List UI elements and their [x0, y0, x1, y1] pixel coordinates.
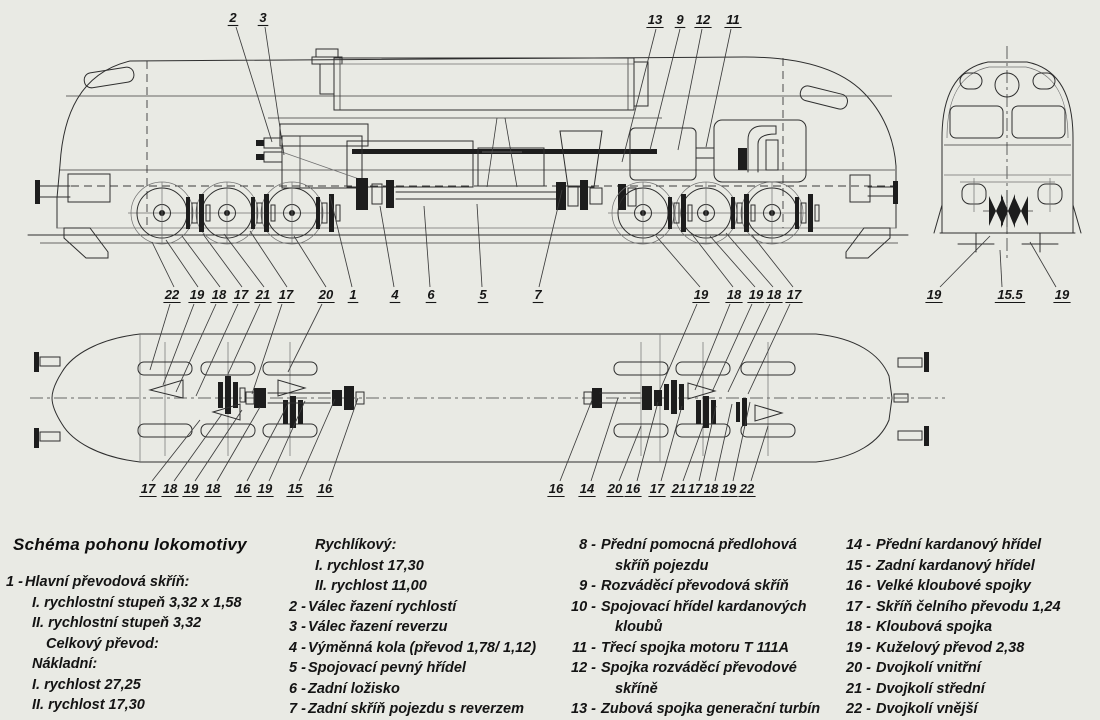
legend-item-text: Výměnná kola (převod 1,78/ 1,12)	[308, 639, 537, 656]
callout-number: 20	[607, 481, 623, 496]
callout-number: 18	[726, 287, 742, 302]
side-view	[28, 49, 908, 258]
exhaust-stack	[312, 49, 342, 94]
callout-leader-line	[424, 206, 430, 287]
callout-leader-line	[152, 242, 174, 287]
legend-line	[843, 679, 1061, 700]
legend-item-text: Kuželový převod 2,38	[876, 639, 1025, 656]
legend-item-number: 6 -	[289, 680, 306, 697]
callout-leader-line	[150, 304, 170, 370]
drive-shaft	[356, 178, 636, 210]
legend-line	[843, 617, 1061, 638]
callout-number: 9	[676, 12, 684, 27]
legend-item-text: Nákladní:	[32, 656, 98, 672]
callout-number: 18	[703, 481, 719, 496]
legend-item-text: Spojovací hřídel kardanových	[601, 598, 807, 615]
legend-line	[6, 572, 242, 593]
callout-number: 19	[748, 287, 764, 302]
legend-line	[6, 654, 242, 675]
callout-number: 14	[579, 481, 595, 496]
callout-leader-line	[299, 399, 335, 481]
legend-line	[289, 535, 536, 556]
legend-item-number: 16 -	[846, 578, 871, 594]
legend-column-3	[568, 535, 820, 720]
callout-leader-line	[380, 206, 394, 287]
legend-item-text: Velké kloubové spojky	[876, 578, 1031, 594]
legend-item-text: Válec řazení reverzu	[308, 619, 448, 635]
callout-number: 16	[625, 481, 641, 496]
gear-cluster	[983, 190, 1033, 232]
legend-line	[843, 638, 1061, 659]
legend-item-text: Zubová spojka generační turbín	[601, 701, 821, 717]
callout-number: 21	[255, 287, 271, 302]
legend-line	[568, 679, 820, 700]
callout-number: 16	[548, 481, 564, 496]
callout-leader-line	[728, 304, 770, 392]
callout-leader-line	[203, 234, 242, 287]
legend-title: Schéma pohonu lokomotivy	[13, 535, 247, 554]
callout-leader-line	[678, 29, 702, 150]
plan-view	[30, 334, 945, 462]
callout-number: 19	[693, 287, 709, 302]
legend-item-number: 15 -	[846, 557, 871, 574]
callout-leader-line	[265, 27, 284, 155]
legend-item-text: Rozváděcí převodová skříň	[601, 578, 789, 594]
engine-block	[268, 58, 662, 118]
callout-number: 18	[205, 481, 221, 496]
windshield-right	[1012, 106, 1065, 138]
legend-item-text: skříně	[615, 680, 658, 697]
callout-number: 17	[278, 287, 294, 302]
callout-leader-line	[683, 426, 703, 481]
legend-item-number: 9 -	[579, 578, 596, 594]
callout-leader-line	[661, 406, 682, 481]
callout-leader-line	[751, 426, 768, 481]
callout-leader-line	[706, 29, 731, 147]
legend-item-text: Třecí spojka motoru T 111A	[601, 639, 790, 656]
callout-number: 18	[766, 287, 782, 302]
cab-outline	[942, 62, 1073, 233]
callout-number: 11	[726, 12, 740, 27]
callout-number: 19	[1054, 287, 1070, 302]
callout-leader-line	[1000, 250, 1002, 287]
legend	[0, 526, 1100, 720]
legend-line	[289, 699, 536, 720]
legend-item-number: 20 -	[846, 660, 871, 676]
legend-column-2	[289, 535, 536, 720]
legend-item-text: Přední pomocná předlohová	[601, 537, 797, 553]
legend-line	[6, 593, 242, 614]
legend-line	[568, 658, 820, 679]
plan-drive-bogie1	[150, 376, 364, 428]
callout-number: 17	[649, 481, 665, 496]
callout-leader-line	[329, 398, 358, 481]
legend-item-number: 4 -	[289, 639, 306, 656]
rear-vent	[799, 84, 849, 110]
front-view	[934, 46, 1081, 262]
legend-item-text: II. rychlostní stupeň 3,32	[32, 615, 202, 631]
callout-number: 19	[926, 287, 942, 302]
callout-number: 21	[671, 481, 687, 496]
legend-item-number: 21 -	[846, 680, 871, 697]
callout-leader-line	[712, 304, 752, 392]
callout-number: 18	[211, 287, 227, 302]
legend-item-number: 10 -	[571, 598, 596, 615]
callout-leader-line	[224, 234, 264, 287]
legend-line	[843, 597, 1061, 618]
main-gearbox	[256, 136, 362, 188]
legend-item-number: 11 -	[572, 639, 596, 656]
legend-line	[568, 556, 820, 577]
legend-line	[289, 679, 536, 700]
legend-item-text: Zadní skříň pojezdu s reverzem	[308, 701, 524, 717]
callout-number: 2	[229, 10, 237, 25]
callout-number: 19	[183, 481, 199, 496]
callout-leader-line	[748, 304, 790, 394]
legend-item-text: Kloubová spojka	[876, 619, 993, 635]
front-buffer	[35, 174, 110, 204]
legend-item-number: 19 -	[846, 639, 871, 656]
callout-number: 22	[164, 287, 180, 302]
legend-line	[843, 556, 1061, 577]
legend-item-number: 2 -	[289, 598, 306, 615]
callout-leader-line	[196, 304, 238, 396]
callout-leader-line	[619, 426, 641, 481]
callout-number: 17	[233, 287, 249, 302]
legend-line	[568, 617, 820, 638]
legend-item-text: Zadní ložisko	[308, 680, 400, 697]
cab-outline-inner	[947, 67, 1068, 138]
callout-leader-line	[217, 407, 260, 481]
callout-leader-line	[715, 404, 732, 481]
callout-leader-line	[1030, 242, 1056, 287]
callout-number: 19	[257, 481, 273, 496]
legend-item-text: kloubů	[615, 619, 663, 635]
legend-item-number: 5 -	[289, 660, 306, 676]
callout-number: 17	[687, 481, 703, 496]
legend-item-text: Dvojkolí střední	[876, 680, 985, 697]
legend-item-text: Spojovací pevný hřídel	[308, 660, 466, 676]
callout-leader-line	[591, 398, 618, 481]
callout-number: 13	[647, 12, 663, 27]
callout-number: 15.5	[997, 287, 1023, 302]
callout-number: 17	[786, 287, 802, 302]
callout-number: 7	[534, 287, 542, 302]
loco-body-outline	[57, 57, 896, 228]
plan-drive-bogie2	[584, 380, 782, 428]
callout-leader-line	[695, 304, 730, 390]
callout-leader-line	[726, 233, 773, 287]
front-vent	[83, 66, 135, 89]
legend-item-text: Zadní kardanový hřídel	[876, 557, 1035, 574]
legend-item-text: II. rychlost 11,00	[315, 578, 427, 594]
callout-leader-line	[650, 29, 680, 150]
callout-leader-line	[236, 27, 272, 142]
legend-line	[568, 699, 820, 720]
rear-buffer	[850, 175, 898, 204]
legend-item-text: Dvojkolí vnitřní	[876, 660, 981, 676]
legend-item-text: Rychlíkový:	[315, 537, 397, 553]
legend-item-number: 7 -	[289, 701, 306, 717]
callout-number: 4	[391, 287, 399, 302]
callout-leader-line	[691, 233, 733, 287]
legend-item-text: skříň pojezdu	[615, 557, 709, 574]
callout-number: 1	[349, 287, 357, 302]
legend-line	[843, 576, 1061, 597]
callout-number: 16	[317, 481, 333, 496]
legend-item-text: Dvojkolí vnější	[876, 701, 978, 717]
legend-line	[6, 695, 242, 716]
legend-item-text: I. rychlost 17,30	[315, 557, 424, 574]
legend-line	[568, 638, 820, 659]
legend-item-number: 14 -	[846, 537, 871, 553]
callout-number: 5	[479, 287, 487, 302]
callout-number: 16	[235, 481, 251, 496]
callout-leader-line	[622, 29, 656, 162]
legend-line	[6, 613, 242, 634]
callout-leader-line	[330, 196, 352, 287]
legend-line	[289, 658, 536, 679]
legend-line	[843, 535, 1061, 556]
legend-line	[289, 638, 536, 659]
legend-line	[289, 576, 536, 597]
legend-item-text: Skříň čelního převodu 1,24	[876, 598, 1061, 615]
legend-column-1	[6, 572, 242, 716]
callout-leader-line	[294, 236, 326, 287]
callout-number: 19	[189, 287, 205, 302]
windshield-left	[950, 106, 1003, 138]
legend-line	[568, 535, 820, 556]
legend-item-text: I. rychlostní stupeň 3,32 x 1,58	[32, 594, 242, 611]
legend-line	[289, 556, 536, 577]
legend-item-number: 3 -	[289, 619, 306, 635]
legend-line	[289, 597, 536, 618]
legend-item-number: 8 -	[579, 537, 596, 553]
legend-line	[289, 617, 536, 638]
callout-leader-line	[176, 304, 216, 392]
callout-number: 6	[427, 287, 435, 302]
legend-line	[6, 675, 242, 696]
legend-line	[568, 576, 820, 597]
legend-item-number: 17 -	[846, 598, 871, 615]
legend-column-4	[843, 535, 1061, 720]
callout-leader-line	[152, 420, 200, 481]
callout-leader-line	[247, 404, 288, 481]
legend-item-text: I. rychlost 27,25	[32, 676, 141, 693]
callout-leader-line	[660, 304, 697, 390]
legend-item-text: Válec řazení rychlostí	[308, 598, 457, 615]
callout-leader-line	[250, 231, 287, 287]
callout-leader-line	[656, 236, 700, 287]
legend-item-text: II. rychlost 17,30	[32, 697, 145, 713]
callout-number: 3	[259, 10, 267, 25]
callout-number: 18	[162, 481, 178, 496]
callout-number: 15	[287, 481, 303, 496]
callout-number: 22	[739, 481, 755, 496]
legend-item-number: 18 -	[846, 619, 871, 635]
legend-line	[843, 658, 1061, 679]
callout-leader-line	[163, 304, 194, 385]
callout-leader-line	[637, 402, 658, 481]
callout-number: 17	[140, 481, 156, 496]
callout-leader-line	[182, 236, 220, 287]
legend-line	[6, 634, 242, 655]
callout-leader-line	[539, 190, 562, 287]
callout-leader-line	[195, 410, 242, 481]
callout-number: 12	[695, 12, 711, 27]
legend-line	[568, 597, 820, 618]
callout-leader-line	[560, 400, 592, 481]
machinery	[280, 118, 657, 187]
legend-item-text: Hlavní převodová skříň:	[25, 574, 190, 590]
legend-item-number: 22 -	[846, 701, 871, 717]
legend-item-text: Spojka rozváděcí převodové	[601, 660, 797, 676]
legend-line	[843, 699, 1061, 720]
callout-number: 20	[318, 287, 334, 302]
legend-item-text: Celkový převod:	[46, 635, 159, 652]
callout-leader-line	[710, 236, 755, 287]
legend-item-number: 12 -	[571, 660, 596, 676]
legend-item-number: 1 -	[6, 574, 23, 590]
legend-item-text: Přední kardanový hřídel	[876, 537, 1042, 553]
callout-leader-line	[733, 402, 750, 481]
legend-item-number: 13 -	[571, 701, 596, 717]
callout-leader-line	[477, 204, 482, 287]
callout-number: 19	[721, 481, 737, 496]
